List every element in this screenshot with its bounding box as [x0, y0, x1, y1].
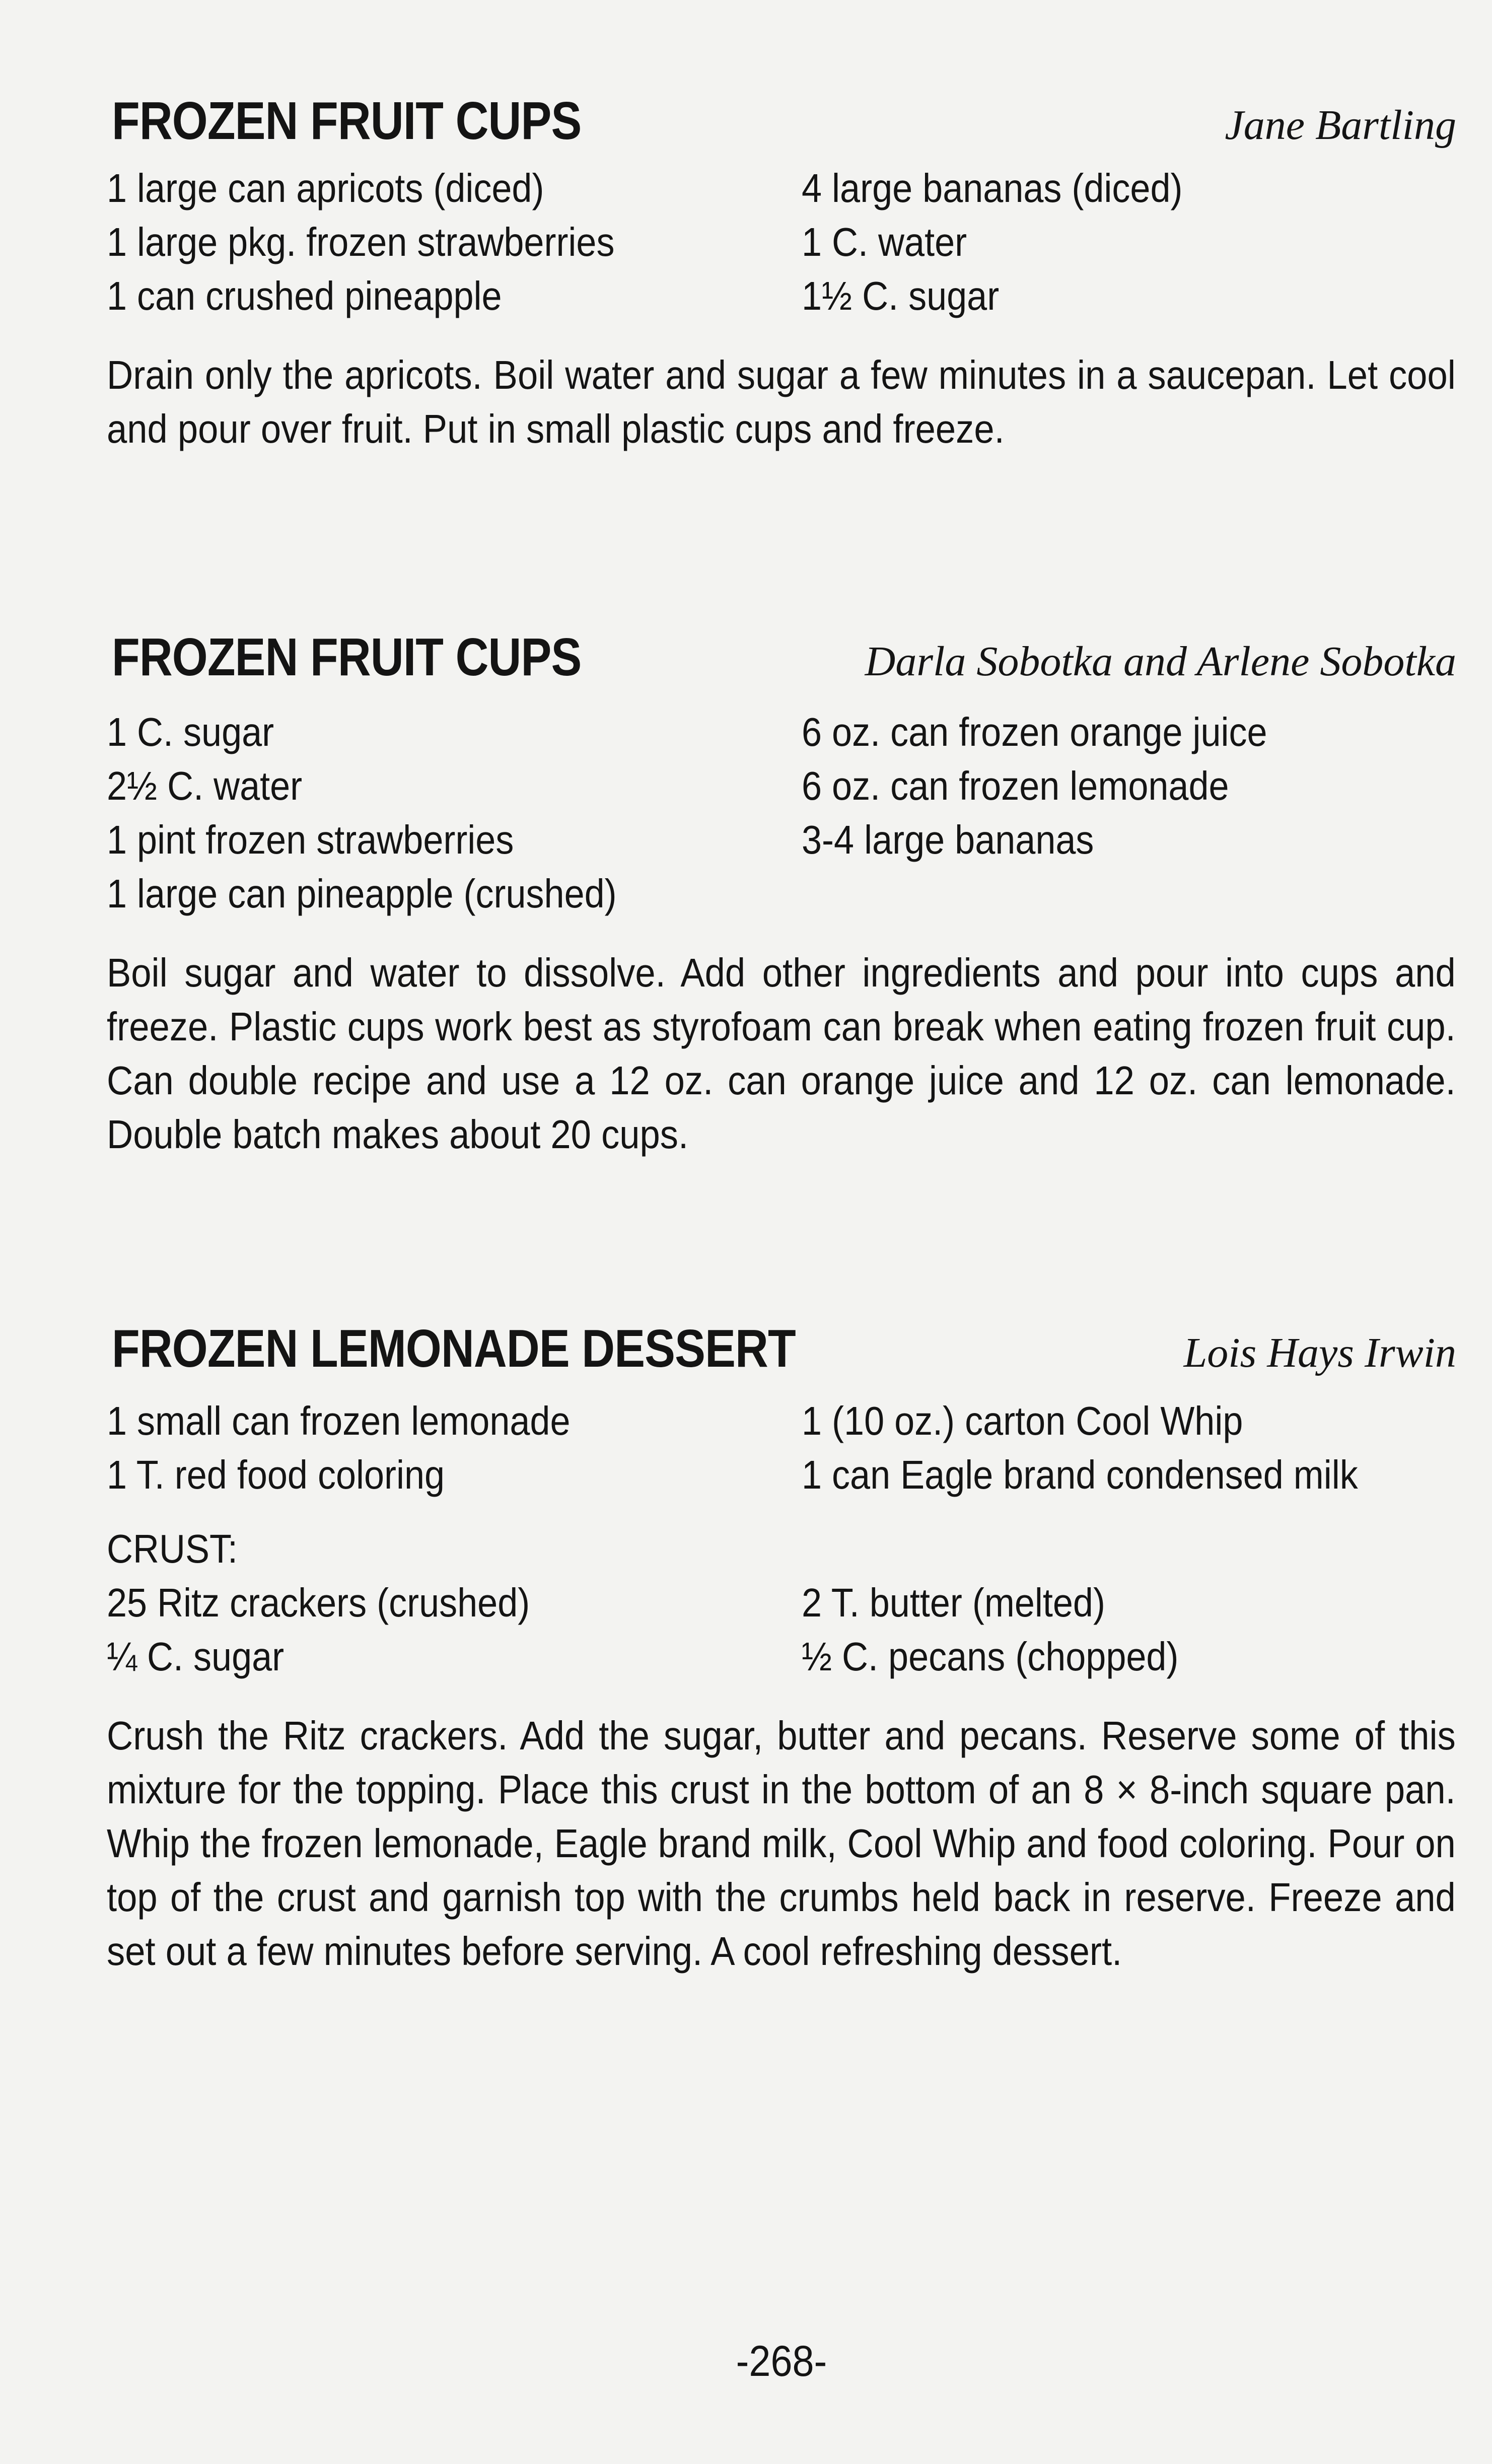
recipe-header [107, 1308, 1456, 1384]
ingredient-item: 2 T. butter (melted) [802, 1580, 1105, 1625]
ingredient-item: 1 large can pineapple (crushed) [107, 871, 617, 916]
ingredient-item: 1 large can apricots (diced) [107, 166, 544, 210]
crust-label: CRUST: [107, 1526, 238, 1571]
recipe-title: FROZEN FRUIT CUPS [112, 91, 582, 151]
recipe-frozen-fruit-cups-2 [107, 617, 1456, 1161]
recipe-instructions: Crush the Ritz crackers. Add the sugar, butter and pecans. Reserve some of this mixture for the topping. Place this crust in the bottom of an 8 × 8-inch square pan. Whip the frozen lemonade, Eagle brand milk, Cool Whip and food coloring. Pour on top of the crust and garnish top with the crumbs held back in reserve. Freeze and set out a few minutes before serving. A cool refreshing dessert. [107, 1713, 1456, 1974]
crust-column-left [107, 1576, 802, 1683]
ingredient-list [107, 161, 1456, 323]
recipe-instructions: Boil sugar and water to dissolve. Add other ingredients and pour into cups and freeze. Plastic cups work best as styrofoam can break when eating frozen fruit cup. Can double recipe and use a 12 oz. can orange juice and 12 oz. can lemonade. Double batch makes about 20 cups. [107, 950, 1456, 1157]
ingredient-item: ¼ C. sugar [107, 1634, 285, 1679]
ingredient-column-right [802, 705, 1456, 921]
ingredient-item: 1 C. sugar [107, 710, 274, 754]
ingredient-item: 25 Ritz crackers (crushed) [107, 1580, 530, 1625]
ingredient-item: 6 oz. can frozen orange juice [802, 710, 1267, 754]
recipe-author: Darla Sobotka and Arlene Sobotka [865, 638, 1456, 685]
recipe-header [107, 81, 1456, 156]
ingredient-item: 1 small can frozen lemonade [107, 1398, 571, 1443]
ingredient-item: 1 can crushed pineapple [107, 273, 502, 318]
ingredient-item: 1 pint frozen strawberries [107, 817, 514, 862]
cookbook-page [107, 81, 1456, 2427]
ingredient-column-right [802, 161, 1456, 323]
recipe-title: FROZEN FRUIT CUPS [112, 627, 582, 687]
ingredient-item: 1½ C. sugar [802, 273, 1000, 318]
crust-ingredient-list [107, 1576, 1456, 1683]
recipe-author: Jane Bartling [1225, 102, 1456, 149]
ingredient-item: ½ C. pecans (chopped) [802, 1634, 1179, 1679]
ingredient-column-left [107, 1394, 802, 1502]
ingredient-item: 6 oz. can frozen lemonade [802, 763, 1229, 808]
ingredient-item: 1 C. water [802, 220, 967, 264]
ingredient-list [107, 1394, 1456, 1502]
crust-column-right [802, 1576, 1456, 1683]
recipe-instructions: Drain only the apricots. Boil water and sugar a few minutes in a saucepan. Let cool and pour over fruit. Put in small plastic cups and freeze. [107, 353, 1456, 451]
page-number: -268- [736, 2337, 827, 2385]
ingredient-column-right [802, 1394, 1456, 1502]
recipe-frozen-lemonade-dessert [107, 1308, 1456, 1978]
ingredient-item: 4 large bananas (diced) [802, 166, 1183, 210]
ingredient-item: 1 large pkg. frozen strawberries [107, 220, 615, 264]
recipe-header [107, 617, 1456, 692]
recipe-title: FROZEN LEMONADE DESSERT [112, 1319, 796, 1378]
recipe-frozen-fruit-cups-1 [107, 81, 1456, 456]
recipe-author: Lois Hays Irwin [1183, 1329, 1456, 1376]
ingredient-column-left [107, 705, 802, 921]
ingredient-item: 3-4 large bananas [802, 817, 1094, 862]
ingredient-item: 1 (10 oz.) carton Cool Whip [802, 1398, 1243, 1443]
ingredient-item: 1 T. red food coloring [107, 1452, 445, 1497]
ingredient-column-left [107, 161, 802, 323]
ingredient-item: 2½ C. water [107, 763, 303, 808]
ingredient-item: 1 can Eagle brand condensed milk [802, 1452, 1358, 1497]
ingredient-list [107, 705, 1456, 921]
